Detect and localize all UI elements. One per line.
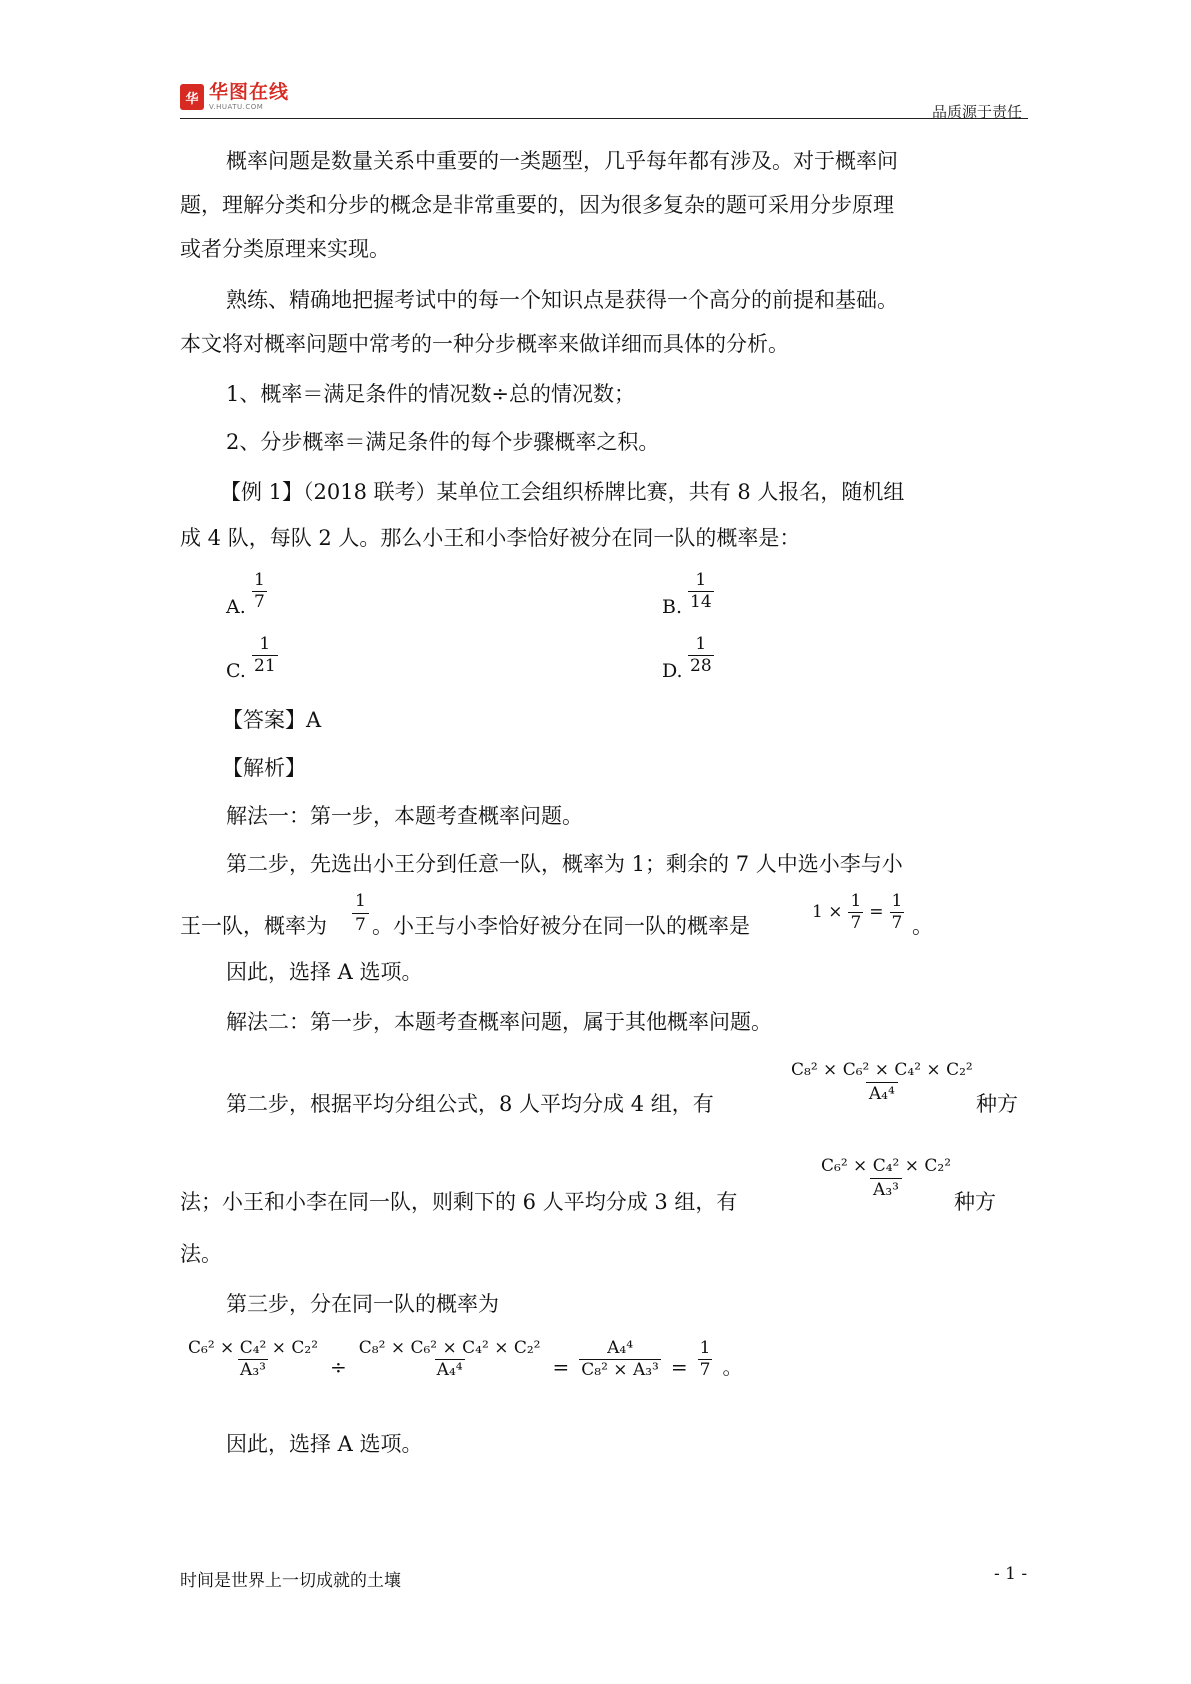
logo-url: V.HUATU.COM xyxy=(209,103,264,111)
option-b-fraction: $\frac{1}{14}$ xyxy=(690,570,712,612)
method-1-line-3c: 。 xyxy=(912,914,933,938)
method-2-grouping-fraction-6: $\frac{\text{C₆² × C₄² × C₂²}}{\text{A₃³}}$ xyxy=(821,1156,952,1200)
paragraph-1-line-2: 题，理解分类和分步的概念是非常重要的，因为很多复杂的题可采用分步原理 xyxy=(180,193,894,217)
page-header xyxy=(180,83,1028,121)
option-d-fraction: $\frac{1}{28}$ xyxy=(690,634,712,676)
method-2-line-5: 第三步，分在同一队的概率为 xyxy=(226,1292,499,1316)
method-2-conclusion: 因此，选择 A 选项。 xyxy=(226,1432,423,1456)
header-motto: 品质源于责任 xyxy=(931,103,1022,121)
method-1-line-1: 解法一：第一步，本题考查概率问题。 xyxy=(226,804,583,828)
method-1-expression: 1 × $\frac{1}{7}$ = $\frac{1}{7}$ xyxy=(812,891,903,933)
example-line-1: 【例 1】（2018 联考）某单位工会组织桥牌比赛，共有 8 人报名，随机组 xyxy=(220,480,905,504)
method-1-line-2: 第二步，先选出小王分到任意一队，概率为 1；剩余的 7 人中选小李与小 xyxy=(226,852,903,876)
method-2-line-1: 解法二：第一步，本题考查概率问题，属于其他概率问题。 xyxy=(226,1010,772,1034)
paragraph-1-line-3: 或者分类原理来实现。 xyxy=(180,237,390,261)
rule-2: 2、分步概率＝满足条件的每个步骤概率之积。 xyxy=(226,430,660,454)
page-number: - 1 - xyxy=(994,1564,1028,1584)
method-2-line-3b: 种方 xyxy=(954,1190,996,1214)
method-2-line-2b: 种方 xyxy=(976,1092,1018,1116)
logo-mark-icon: 华 xyxy=(180,84,204,110)
option-c-fraction: $\frac{1}{21}$ xyxy=(254,634,276,676)
footer-quote: 时间是世界上一切成就的土壤 xyxy=(180,1571,401,1591)
method-1-line-3b: 。小王与小李恰好被分在同一队的概率是 xyxy=(372,914,750,938)
paragraph-2-line-2: 本文将对概率问题中常考的一种分步概率来做详细而具体的分析。 xyxy=(180,332,789,356)
example-line-2: 成 4 队，每队 2 人。那么小王和小李恰好被分在同一队的概率是： xyxy=(180,526,801,550)
answer-line: 【答案】A xyxy=(222,708,322,732)
option-a-fraction: $\frac{1}{7}$ xyxy=(254,570,265,612)
method-2-line-2a: 第二步，根据平均分组公式，8 人平均分成 4 组，有 xyxy=(226,1092,714,1116)
method-2-calculation: $\frac{\text{C₆² × C₄² × C₂²}}{\text{A₃³}}$ ÷ $\frac{\text{C₈² × C₆² × C₄² × C₂²}}{\text{A₄⁴}}$ = $\frac{\text{A₄⁴}}{\text{C₈² × A₃³}}$ = $\frac{1}{7}$ 。 xyxy=(188,1338,743,1380)
method-1-line-3a: 王一队，概率为 xyxy=(180,914,327,938)
rule-1: 1、概率＝满足条件的情况数÷总的情况数； xyxy=(226,382,635,406)
analysis-heading: 【解析】 xyxy=(222,756,306,780)
huatu-logo xyxy=(180,83,289,111)
logo-name: 华图在线 xyxy=(209,81,290,103)
paragraph-2-line-1: 熟练、精确地把握考试中的每一个知识点是获得一个高分的前提和基础。 xyxy=(226,288,898,312)
method-1-conclusion: 因此，选择 A 选项。 xyxy=(226,960,423,984)
method-2-line-3a: 法；小王和小李在同一队，则剩下的 6 人平均分成 3 组，有 xyxy=(180,1190,738,1214)
paragraph-1-line-1: 概率问题是数量关系中重要的一类题型，几乎每年都有涉及。对于概率问 xyxy=(226,149,898,173)
method-1-fraction: $\frac{1}{7}$ xyxy=(352,893,369,934)
method-2-line-4: 法。 xyxy=(180,1242,222,1266)
header-divider xyxy=(180,118,1028,119)
method-2-grouping-fraction-8: $\frac{\text{C₈² × C₆² × C₄² × C₂²}}{\text{A₄⁴}}$ xyxy=(791,1060,973,1104)
